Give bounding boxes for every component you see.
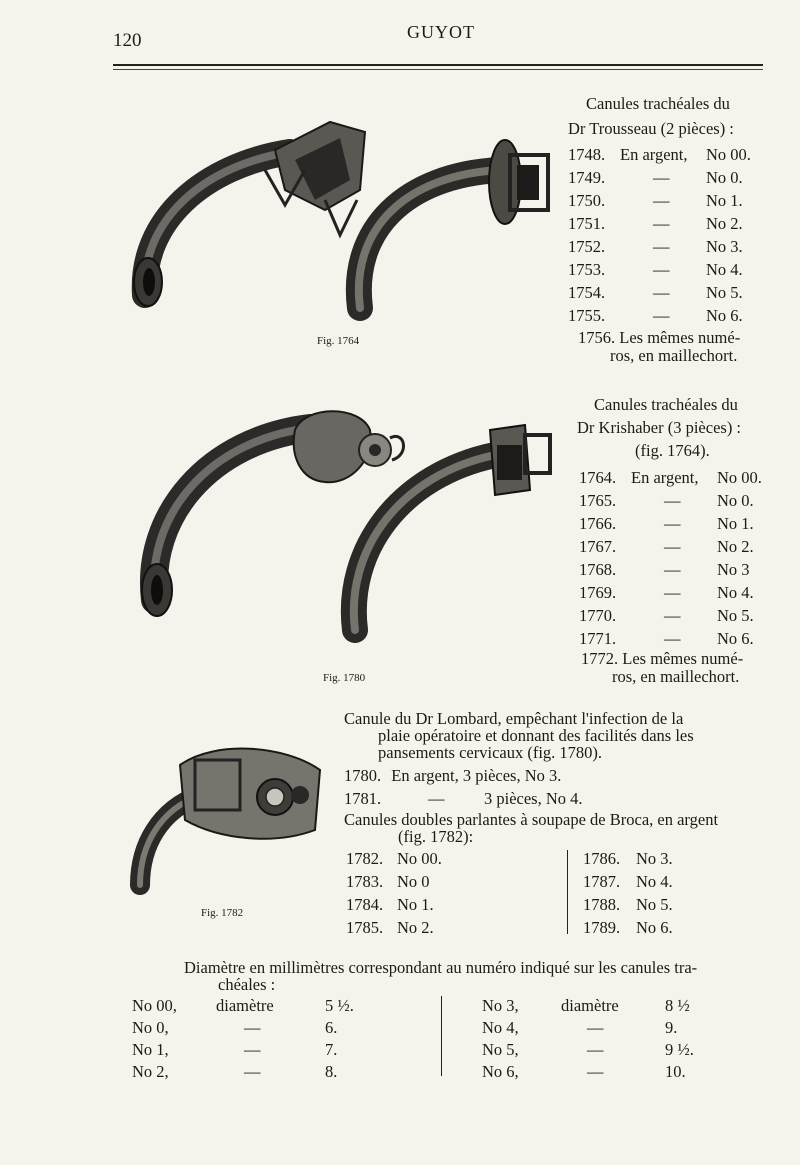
item-code: 1752. — [568, 237, 606, 256]
illustration-trousseau-cannulas — [125, 110, 565, 325]
item-code: 1750. — [568, 191, 606, 210]
item-number: No 1. — [717, 514, 754, 533]
trousseau-final-line2: ros, en maillechort. — [610, 346, 738, 365]
item-value: 8 ½ — [665, 996, 690, 1015]
item-desc: — — [653, 191, 670, 210]
item-desc: — — [653, 237, 670, 256]
item-desc: 3 pièces, No 4. — [484, 789, 583, 808]
diametres-table-left — [132, 994, 362, 1089]
item-number: No 1, — [132, 1040, 169, 1059]
item-number: No 4. — [717, 583, 754, 602]
item-number: No 2, — [132, 1062, 169, 1081]
item-number: No 3. — [636, 849, 673, 868]
item-number: No 4, — [482, 1018, 519, 1037]
item-code: 1781. — [344, 789, 382, 808]
item-label: — — [587, 1062, 604, 1081]
item-dash: — — [428, 789, 445, 808]
item-desc: — — [653, 260, 670, 279]
item-number: No 0. — [717, 491, 754, 510]
column-divider — [567, 850, 568, 934]
item-number: No 5, — [482, 1040, 519, 1059]
item-code: 1782. — [346, 849, 384, 868]
figure-caption-1764: Fig. 1764 — [317, 335, 360, 347]
item-code: 1788. — [583, 895, 621, 914]
illustration-broca-cannula — [125, 735, 335, 900]
krishaber-table — [579, 466, 779, 656]
item-label: — — [587, 1018, 604, 1037]
item-desc: En argent, — [631, 468, 699, 487]
item-desc: En argent, — [620, 145, 688, 164]
item-label: — — [244, 1018, 261, 1037]
broca-table-right — [583, 847, 733, 942]
item-number: No 6, — [482, 1062, 519, 1081]
item-desc: — — [664, 629, 681, 648]
header-rule — [113, 64, 763, 66]
broca-line1: Canules doubles parlantes à soupape de Broca, en argent — [344, 810, 719, 829]
diametres-line1: Diamètre en millimètres correspondant au numéro indiqué sur les canules tra- — [184, 958, 698, 977]
item-code: 1766. — [579, 514, 617, 533]
item-number: No 5. — [717, 606, 754, 625]
item-desc: — — [653, 214, 670, 233]
item-code: 1787. — [583, 872, 621, 891]
illustration-krishaber-cannulas — [130, 400, 570, 655]
diametres-line2: chéales : — [218, 975, 276, 994]
item-number: No 3 — [717, 560, 750, 579]
item-desc: — — [664, 606, 681, 625]
item-code: 1770. — [579, 606, 617, 625]
item-desc: — — [653, 283, 670, 302]
trousseau-title-line1: Canules trachéales du — [586, 94, 730, 113]
item-number: No 5. — [706, 283, 743, 302]
item-number: No 1. — [397, 895, 434, 914]
trousseau-table — [568, 143, 768, 333]
item-code: 1786. — [583, 849, 621, 868]
item-desc: En argent, 3 pièces, No 3. — [391, 766, 562, 785]
item-number: No 00. — [706, 145, 751, 164]
item-number: No 6. — [636, 918, 673, 937]
running-head: GUYOT — [407, 22, 475, 42]
column-divider — [441, 996, 442, 1076]
item-value: 5 ½. — [325, 996, 354, 1015]
diametres-table-right — [482, 994, 712, 1089]
trousseau-title-line2: Dr Trousseau (2 pièces) : — [568, 119, 734, 138]
item-code: 1785. — [346, 918, 384, 937]
item-number: No 00. — [397, 849, 442, 868]
item-desc: — — [664, 537, 681, 556]
figure-caption-1782: Fig. 1782 — [201, 907, 244, 919]
item-label: — — [587, 1040, 604, 1059]
figure-caption-1780: Fig. 1780 — [323, 672, 366, 684]
item-code: 1764. — [579, 468, 617, 487]
item-number: No 0 — [397, 872, 430, 891]
broca-table-left — [346, 847, 546, 942]
item-code: 1771. — [579, 629, 617, 648]
item-code: 1765. — [579, 491, 617, 510]
item-code: 1784. — [346, 895, 384, 914]
header-rule-thin — [113, 69, 763, 70]
lombard-line3: pansements cervicaux (fig. 1780). — [378, 743, 603, 762]
item-value: 8. — [325, 1062, 338, 1081]
item-number: No 0, — [132, 1018, 169, 1037]
item-number: No 3, — [482, 996, 519, 1015]
lombard-line2: plaie opératoire et donnant des facilités dans les — [378, 726, 694, 745]
item-desc: — — [653, 168, 670, 187]
item-number: No 3. — [706, 237, 743, 256]
item-number: No 6. — [717, 629, 754, 648]
item-number: No 1. — [706, 191, 743, 210]
item-number: No 00. — [717, 468, 762, 487]
item-number: No 2. — [397, 918, 434, 937]
broca-line2: (fig. 1782): — [398, 827, 474, 846]
item-desc: — — [664, 583, 681, 602]
item-value: 9 ½. — [665, 1040, 694, 1059]
item-value: 10. — [665, 1062, 686, 1081]
item-label: diamètre — [216, 996, 274, 1015]
krishaber-final-line2: ros, en maillechort. — [612, 667, 740, 686]
item-number: No 4. — [636, 872, 673, 891]
item-code: 1789. — [583, 918, 621, 937]
item-value: 7. — [325, 1040, 338, 1059]
item-label: — — [244, 1062, 261, 1081]
item-value: 9. — [665, 1018, 678, 1037]
item-number: No 2. — [717, 537, 754, 556]
item-code: 1748. — [568, 145, 606, 164]
item-code: 1769. — [579, 583, 617, 602]
item-code: 1783. — [346, 872, 384, 891]
item-desc: — — [653, 306, 670, 325]
item-number: No 6. — [706, 306, 743, 325]
item-code: 1768. — [579, 560, 617, 579]
item-desc: — — [664, 560, 681, 579]
item-number: No 00, — [132, 996, 177, 1015]
item-code: 1754. — [568, 283, 606, 302]
lombard-line1: Canule du Dr Lombard, empêchant l'infection de la — [344, 709, 684, 728]
item-code: 1755. — [568, 306, 606, 325]
item-number: No 2. — [706, 214, 743, 233]
item-code: 1780. — [344, 766, 382, 785]
krishaber-final-line1: 1772. Les mêmes numé- — [581, 649, 744, 668]
item-value: 6. — [325, 1018, 338, 1037]
krishaber-title-line2: Dr Krishaber (3 pièces) : — [577, 418, 742, 437]
item-number: No 4. — [706, 260, 743, 279]
item-code: 1751. — [568, 214, 606, 233]
krishaber-title-line1: Canules trachéales du — [594, 395, 738, 414]
item-code: 1753. — [568, 260, 606, 279]
item-label: diamètre — [561, 996, 619, 1015]
krishaber-title-line3: (fig. 1764). — [635, 441, 710, 460]
trousseau-final-line1: 1756. Les mêmes numé- — [578, 328, 741, 347]
item-code: 1749. — [568, 168, 606, 187]
lombard-row-1780 — [344, 764, 561, 787]
item-desc: — — [664, 491, 681, 510]
item-desc: — — [664, 514, 681, 533]
item-code: 1767. — [579, 537, 617, 556]
page-number: 120 — [113, 30, 142, 51]
item-label: — — [244, 1040, 261, 1059]
item-number: No 5. — [636, 895, 673, 914]
item-number: No 0. — [706, 168, 743, 187]
